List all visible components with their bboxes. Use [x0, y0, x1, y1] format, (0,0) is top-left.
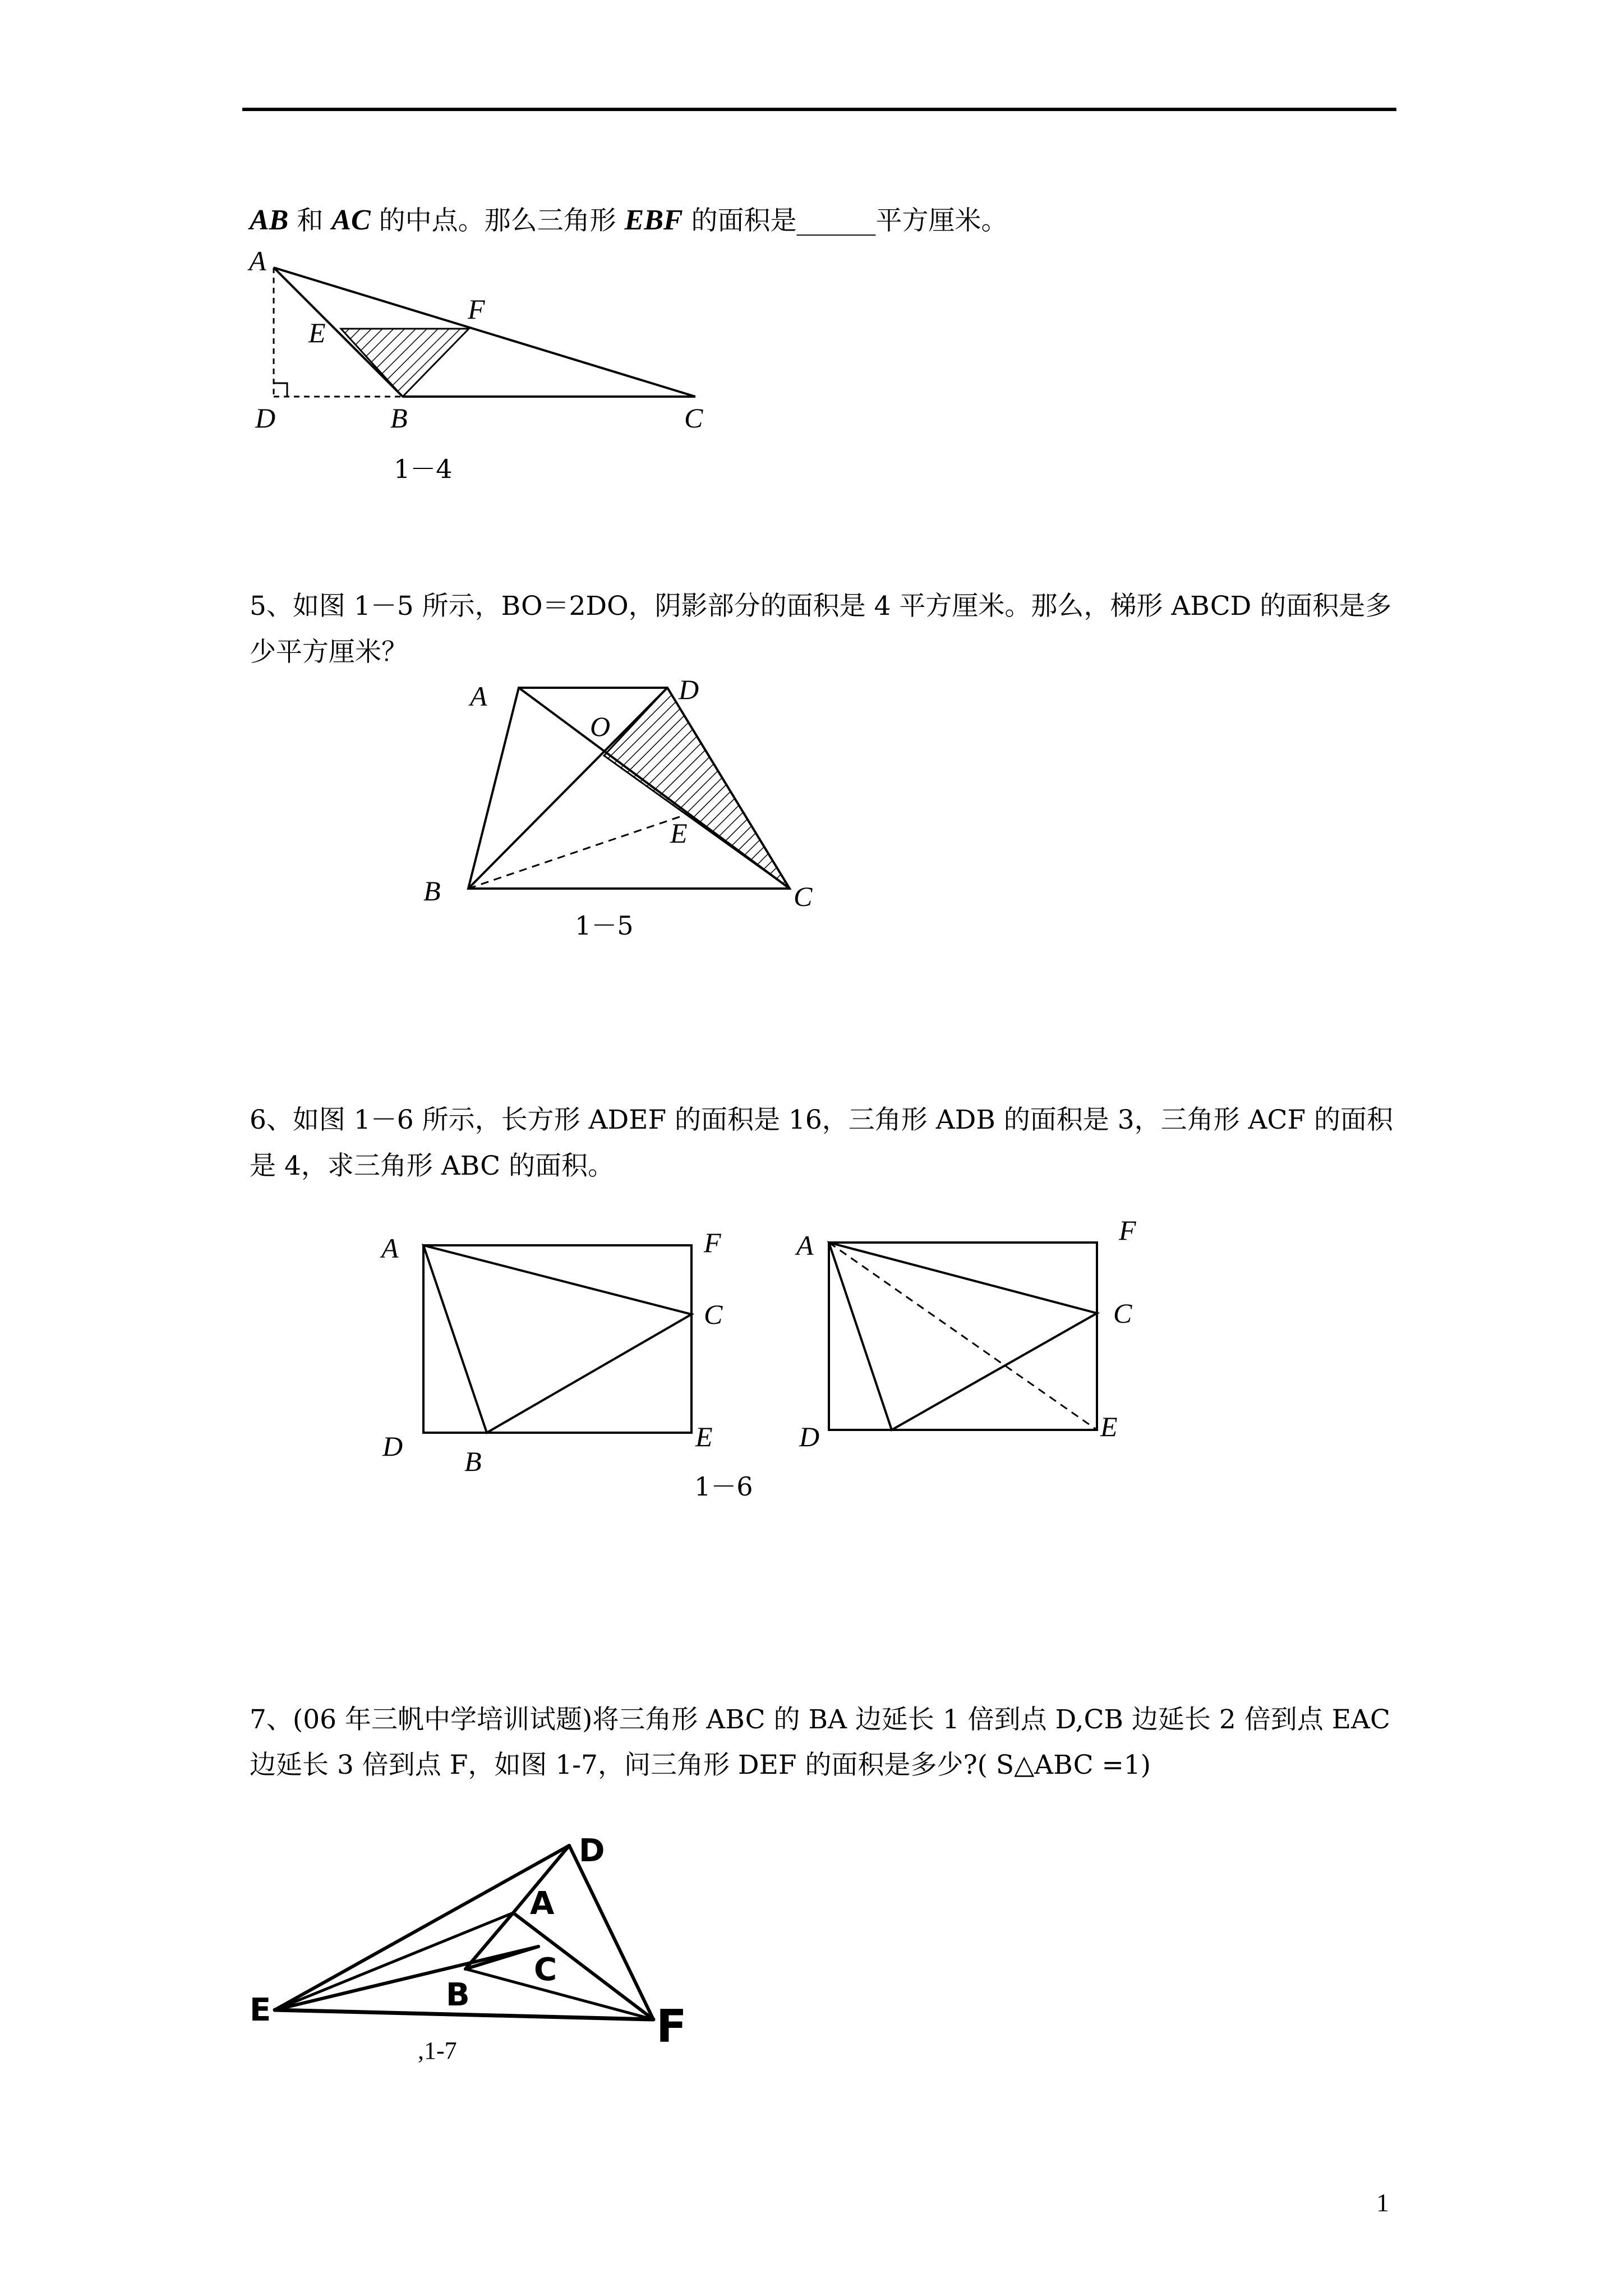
triangle-ebf: EBF: [624, 204, 683, 236]
label-e: E: [250, 1992, 271, 2028]
label-d: D: [679, 674, 699, 705]
question-6-line-2: 是 4，求三角形 ABC 的面积。: [250, 1151, 615, 1181]
diagonal-bd: [468, 688, 667, 889]
question-7-line-1: 7、(06 年三帆中学培训试题)将三角形 ABC 的 BA 边延长 1 倍到点 D,CB 边延长 2 倍到点 EAC: [250, 1704, 1390, 1735]
label-c: C: [794, 881, 813, 912]
label-e: E: [670, 817, 688, 849]
shaded-triangle-ebf: [341, 329, 469, 397]
label-a: A: [470, 680, 487, 712]
label-d: D: [579, 1833, 605, 1869]
right-angle-mark: [274, 383, 287, 397]
text-tail: 的面积是______平方厘米。: [683, 205, 1008, 236]
label-b: B: [423, 875, 441, 907]
segment-df: [569, 1846, 653, 2019]
label-f: F: [468, 293, 485, 325]
triangle-abc: [423, 1245, 691, 1433]
figure-1-6-right: [795, 1214, 1136, 1452]
page-number: 1: [1376, 2188, 1389, 2217]
label-c: C: [704, 1299, 723, 1330]
trapezoid-abcd: [468, 688, 790, 889]
label-f: F: [656, 2000, 687, 2053]
label-a: A: [530, 1885, 555, 1922]
segment-be-dashed: [468, 816, 681, 889]
label-a: A: [796, 1230, 814, 1261]
segment-ac: AC: [331, 204, 371, 236]
figure-1-5-caption: 1－5: [575, 910, 634, 941]
question-7-line-2: 边延长 3 倍到点 F，如图 1-7，问三角形 DEF 的面积是多少?( S△ABC =1): [250, 1750, 1151, 1780]
figure-1-4: [247, 245, 703, 434]
figure-1-7: [250, 1833, 687, 2053]
label-d: D: [255, 402, 276, 434]
question-5-line-2: 少平方厘米？: [250, 637, 408, 668]
label-a: A: [249, 245, 266, 277]
figure-1-4-caption: 1－4: [394, 454, 453, 484]
label-d: D: [382, 1430, 403, 1462]
label-e: E: [1100, 1411, 1118, 1442]
label-b: B: [464, 1446, 482, 1477]
label-c: C: [1113, 1297, 1132, 1329]
segment-bf: [465, 1969, 653, 2019]
figure-1-6-caption: 1－6: [694, 1471, 753, 1502]
figure-1-6-left: [380, 1227, 723, 1477]
label-f: F: [1119, 1214, 1136, 1246]
shaded-triangle-ocd: [604, 688, 790, 889]
label-d: D: [799, 1421, 820, 1452]
question-6-line-1: 6、如图 1－6 所示，长方形 ADEF 的面积是 16，三角形 ADB 的面积是 3，三角形 ACF 的面积: [250, 1105, 1394, 1135]
figure-1-7-caption: ,1-7: [418, 2037, 457, 2064]
label-f: F: [704, 1227, 721, 1258]
label-o: O: [590, 711, 611, 742]
label-c: C: [684, 402, 703, 434]
label-a: A: [381, 1232, 399, 1264]
text-and: 和: [288, 205, 332, 236]
label-e: E: [308, 317, 326, 348]
label-b: B: [390, 402, 408, 434]
figure-1-5: [423, 674, 813, 912]
rectangle-adef: [423, 1245, 691, 1433]
text-mid: 的中点。那么三角形: [370, 205, 625, 236]
label-c: C: [534, 1952, 557, 1988]
label-b: B: [446, 1977, 470, 2013]
label-e: E: [695, 1421, 713, 1452]
segment-ab: AB: [250, 204, 289, 236]
question-5-line-1: 5、如图 1－5 所示，BO＝2DO，阴影部分的面积是 4 平方厘米。那么，梯形 ABCD 的面积是多: [250, 591, 1392, 622]
